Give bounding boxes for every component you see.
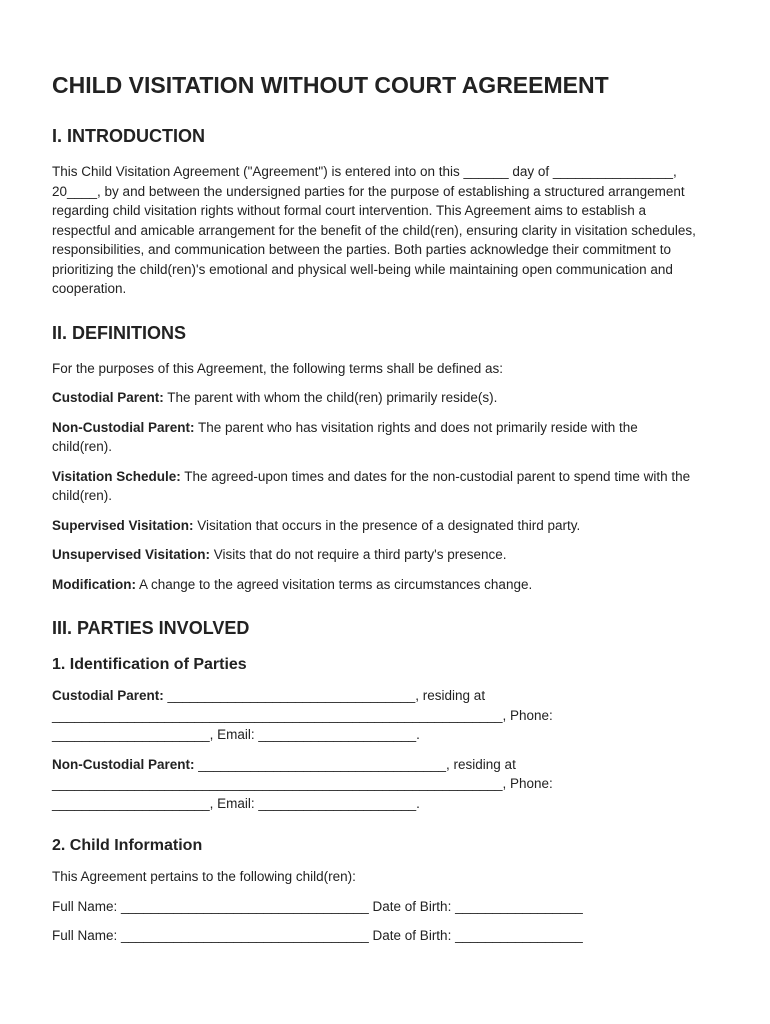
- document-title: CHILD VISITATION WITHOUT COURT AGREEMENT: [52, 72, 609, 98]
- definition-text: The parent with whom the child(ren) primarily reside(s).: [163, 390, 498, 405]
- definition-item: [52, 545, 700, 565]
- definitions-section: [52, 321, 700, 595]
- non-custodial-parent-field: [52, 755, 700, 814]
- definition-text: Visitation that occurs in the presence of a designated third party.: [193, 517, 581, 533]
- parties-section: [52, 616, 700, 946]
- definition-item: [52, 418, 700, 457]
- introduction-section: [52, 124, 700, 299]
- identification-heading: 1. Identification of Parties: [52, 656, 247, 673]
- definition-term: Supervised Visitation:: [52, 517, 194, 533]
- definition-term: Non-Custodial Parent:: [52, 419, 195, 435]
- definition-text: Visits that do not require a third party's presence.: [210, 547, 507, 562]
- definition-term: Modification:: [52, 576, 136, 592]
- definition-term: Unsupervised Visitation:: [52, 547, 211, 562]
- definitions-lead: For the purposes of this Agreement, the following terms shall be defined as:: [52, 360, 503, 376]
- child-row: Full Name: _________________________________ Date of Birth: _________________: [52, 928, 583, 943]
- definition-text: The parent who has visitation rights and does not primarily reside with the child(ren).: [52, 419, 638, 454]
- definition-item: [52, 388, 700, 408]
- non-custodial-parent-label: Non-Custodial Parent:: [52, 756, 195, 772]
- custodial-parent-label: Custodial Parent:: [52, 688, 164, 703]
- definition-item: [52, 516, 700, 536]
- definition-item: [52, 575, 700, 595]
- custodial-parent-blanks: _________________________________, residing at ____________________________________________________________, Phone: _____________________, Email: _____________________.: [52, 688, 553, 742]
- introduction-heading: I. INTRODUCTION: [52, 126, 205, 146]
- child-row: Full Name: _________________________________ Date of Birth: _________________: [52, 898, 583, 914]
- introduction-text: This Child Visitation Agreement ("Agreement") is entered into on this ______ day of ________________, 20____, by and between the undersigned parties for the purpose of establishing a structured arrangement regarding child visitation rights without formal court intervention. This Agreement aims to establish a respectful and amicable arrangement for the benefit of the child(ren), ensuring clarity in visitation schedules, responsibilities, and communication between the parties. Both parties acknowledge their commitment to prioritizing the child(ren)'s emotional and physical well-being while maintaining open communication and cooperation.: [52, 164, 696, 296]
- non-custodial-parent-blanks: _________________________________, residing at ____________________________________________________________, Phone: _____________________, Email: _____________________.: [52, 756, 553, 811]
- definition-term: Visitation Schedule:: [52, 468, 181, 484]
- definitions-heading: II. DEFINITIONS: [52, 322, 187, 343]
- definition-item: [52, 467, 700, 506]
- definition-term: Custodial Parent:: [52, 390, 164, 405]
- definition-text: The agreed-upon times and dates for the non-custodial parent to spend time with the child(ren).: [52, 468, 691, 503]
- custodial-parent-field: [52, 686, 700, 745]
- definition-text: A change to the agreed visitation terms as circumstances change.: [136, 576, 533, 592]
- parties-heading: III. PARTIES INVOLVED: [52, 618, 250, 638]
- child-info-lead: This Agreement pertains to the following child(ren):: [52, 869, 356, 884]
- child-info-heading: 2. Child Information: [52, 837, 203, 854]
